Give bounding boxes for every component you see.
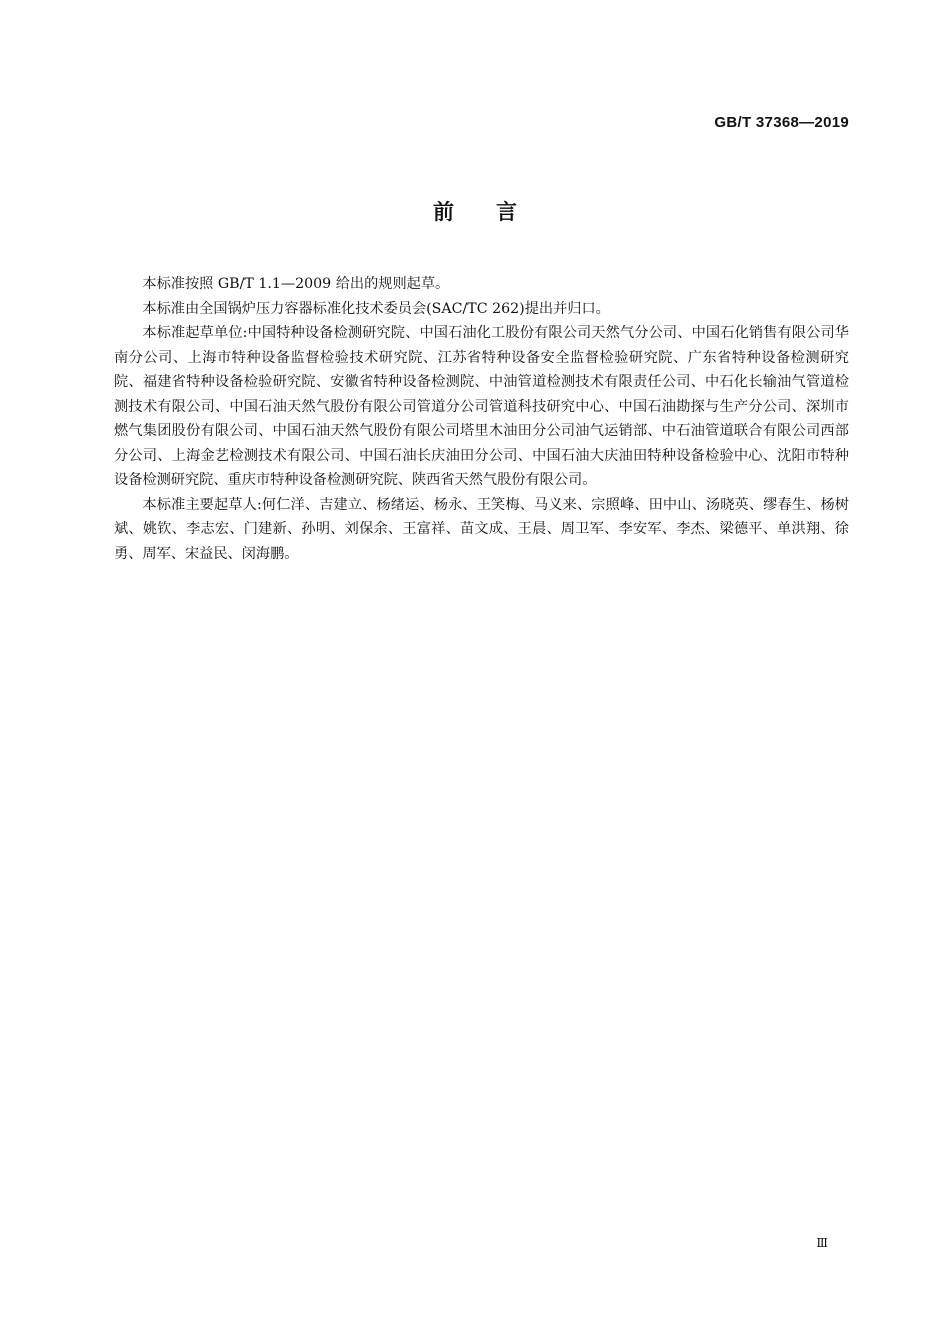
paragraph-drafting-rules: 本标准按照 GB/T 1.1—2009 给出的规则起草。	[142, 276, 450, 292]
paragraph-proposer: 本标准由全国锅炉压力容器标准化技术委员会(SAC/TC 262)提出并归口。	[142, 300, 610, 317]
foreword-body	[114, 272, 849, 566]
paragraph-drafters: 本标准主要起草人:何仁洋、吉建立、杨绪运、杨永、王笑梅、马义来、宗照峰、田中山、汤晓英、缪春生、杨树斌、姚钦、李志宏、门建新、孙明、刘保余、王富祥、苗文成、王晨、周卫军、李安军、李杰、梁德平、单洪翔、徐勇、周军、宋益民、闵海鹏。	[114, 496, 849, 562]
paragraph-drafting-units: 本标准起草单位:中国特种设备检测研究院、中国石油化工股份有限公司天然气分公司、中国石化销售有限公司华南分公司、上海市特种设备监督检验技术研究院、江苏省特种设备安全监督检验研究院、广东省特种设备检测研究院、福建省特种设备检验研究院、安徽省特种设备检测院、中油管道检测技术有限责任公司、中石化长输油气管道检测技术有限公司、中国石油天然气股份有限公司管道分公司管道科技研究中心、中国石油勘探与生产分公司、深圳市燃气集团股份有限公司、中国石油天然气股份有限公司塔里木油田分公司油气运销部、中石油管道联合有限公司西部分公司、上海金艺检测技术有限公司、中国石油长庆油田分公司、中国石油大庆油田特种设备检验中心、沈阳市特种设备检测研究院、重庆市特种设备检测研究院、陕西省天然气股份有限公司。	[114, 325, 849, 488]
standard-code: GB/T 37368—2019	[714, 114, 849, 131]
page-number: Ⅲ	[816, 1236, 828, 1250]
page-title: 前 言	[433, 200, 517, 224]
